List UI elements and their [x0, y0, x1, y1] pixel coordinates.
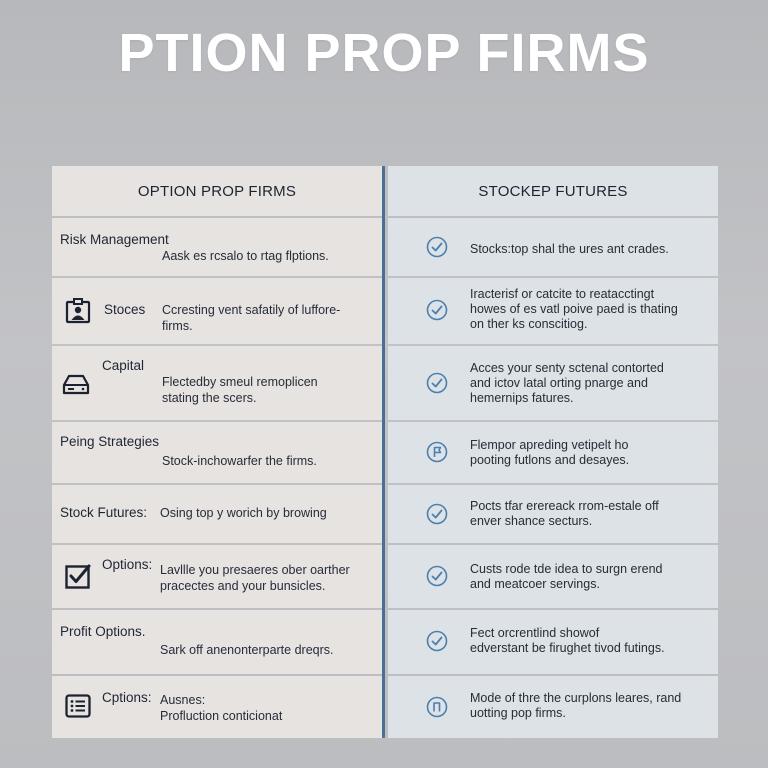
table-row	[388, 545, 718, 608]
id-badge-icon	[64, 297, 92, 325]
row-description: Fect orcrentlind showof edverstant be firughet tivod futings.	[470, 626, 665, 655]
check-circle-icon	[426, 630, 448, 652]
row-description: Stocks:top shal the ures ant crades.	[470, 242, 669, 256]
left-header-cell	[52, 166, 382, 216]
table-row	[52, 422, 382, 483]
check-circle-icon	[426, 503, 448, 525]
row-description: Acces your senty sctenal contorted and ictov latal orting pnarge and hemernips fatures.	[470, 361, 664, 405]
row-title: Risk Management	[60, 232, 169, 247]
table-row	[388, 485, 718, 543]
row-description: Aask es rcsalo to rtag flptions.	[162, 249, 329, 263]
table-row	[52, 545, 382, 608]
page-title: PTION PROP FIRMS	[118, 23, 650, 83]
row-description: Lavllle you presaeres ober oarther pracectes and your bunsicles.	[160, 563, 350, 593]
check-circle-icon	[426, 372, 448, 394]
check-circle-icon	[426, 299, 448, 321]
table-row	[52, 346, 382, 420]
row-description: Flempor apreding vetipelt ho pooting futlons and desayes.	[470, 438, 630, 467]
check-circle-icon	[426, 236, 448, 258]
right-column	[388, 166, 718, 738]
column-divider	[382, 166, 385, 738]
table-row	[52, 218, 382, 276]
table-row	[388, 422, 718, 483]
row-description: Custs rode tde idea to surgn erend and meatcoer servings.	[470, 562, 663, 591]
drive-icon	[62, 370, 90, 398]
row-title: Stock Futures:	[60, 505, 148, 520]
table-row	[388, 676, 718, 738]
right-column-header: STOCKEP FUTURES	[478, 182, 628, 200]
table-row	[388, 278, 718, 344]
row-description: Osing top y worich by browing	[160, 506, 327, 520]
checkbox-icon	[64, 562, 92, 590]
left-column-header: OPTION PROP FIRMS	[137, 182, 297, 200]
row-title: Peing Strategies	[60, 434, 160, 449]
row-description: Sark off anenonterparte dreqrs.	[160, 643, 334, 657]
check-circle-icon	[426, 565, 448, 587]
row-description: Pocts tfar erereack rrom-estale off enver shance secturs.	[470, 499, 659, 528]
left-column	[52, 166, 382, 738]
table-row	[52, 610, 382, 674]
table-row	[52, 278, 382, 344]
table-row	[388, 610, 718, 674]
row-description: Mode of thre the curplons leares, rand uotting pop firms.	[470, 691, 682, 720]
comparison-table	[52, 166, 718, 738]
table-row	[388, 346, 718, 420]
row-title: Cptions:	[102, 690, 152, 705]
right-header-cell	[388, 166, 718, 216]
doc-circle-icon	[426, 696, 448, 718]
list-icon	[64, 692, 92, 720]
row-description: Iracterisf or catcite to reatacctingt howes of es vatl poive paed is thating on ther ks conscitiog.	[470, 287, 678, 331]
row-description: Ccresting vent safatily of luffore- firms.	[162, 303, 341, 333]
row-description: Ausnes: Profluction conticionat	[160, 693, 283, 723]
row-title: Stoces	[104, 302, 146, 317]
row-description: Stock-inchowarfer the firms.	[162, 454, 317, 468]
row-title: Options:	[102, 557, 153, 572]
row-title: Profit Options.	[60, 624, 146, 639]
flag-circle-icon	[426, 441, 448, 463]
table-row	[388, 218, 718, 276]
table-row	[52, 676, 382, 738]
row-description: Flectedby smeul remoplicen stating the scers.	[162, 375, 318, 405]
table-row	[52, 485, 382, 543]
row-title: Capital	[102, 358, 145, 373]
